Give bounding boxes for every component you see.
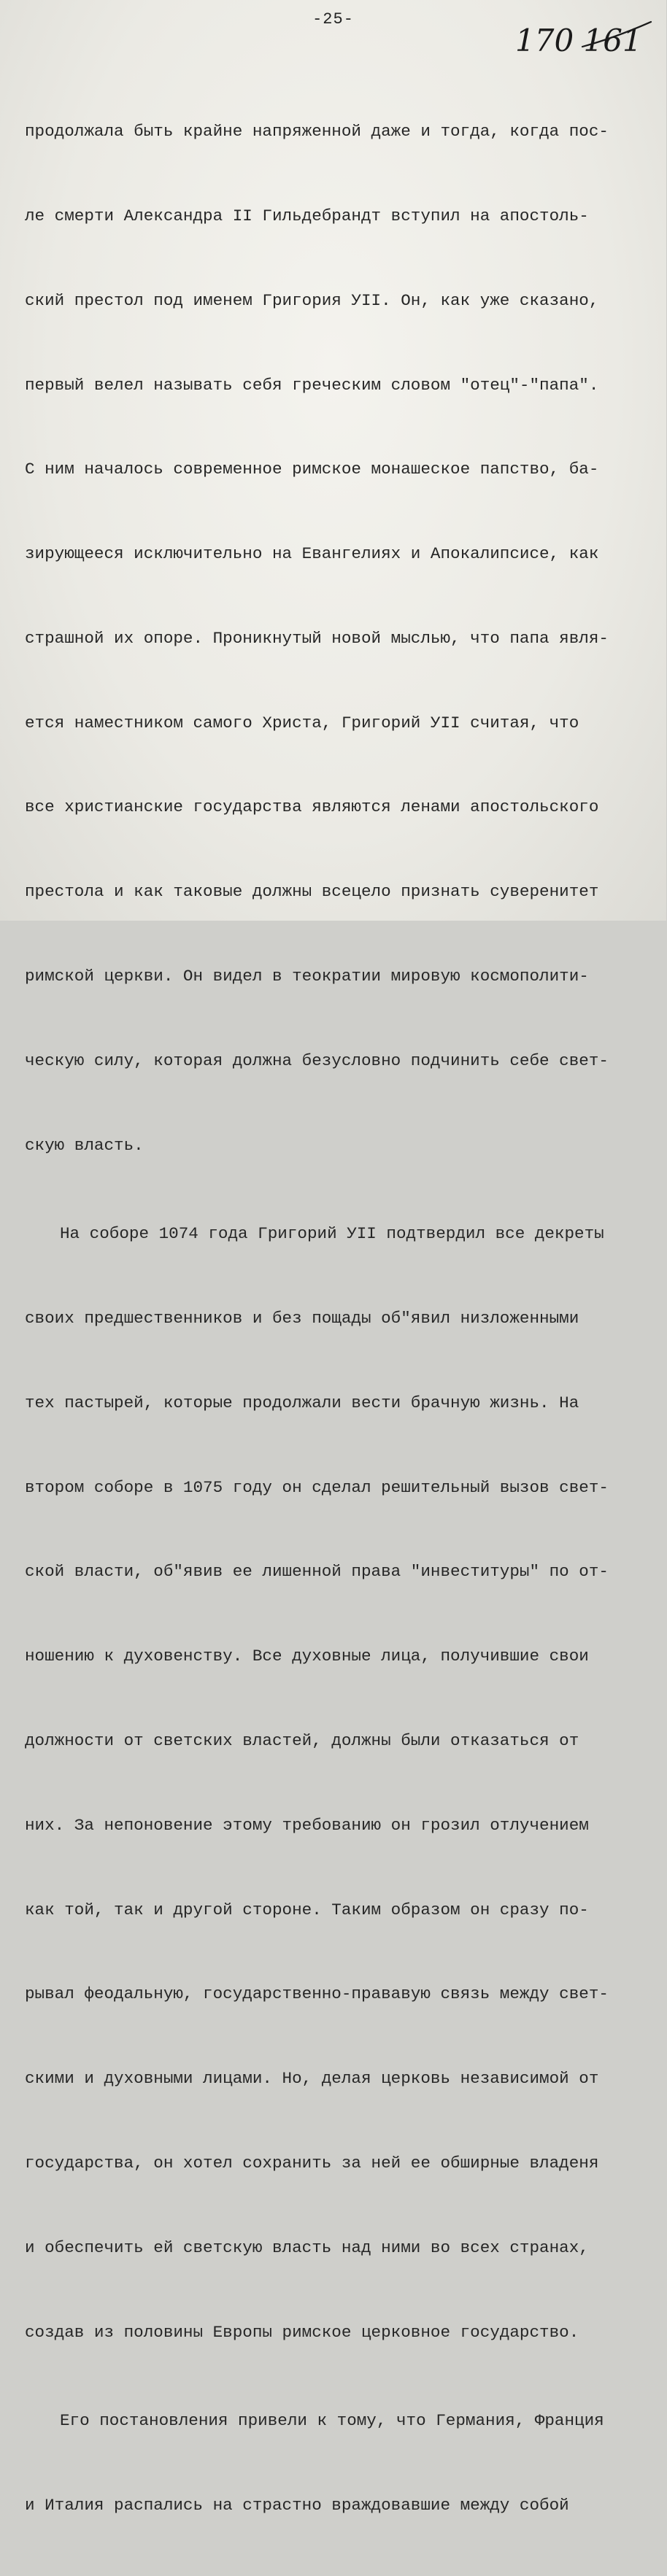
body-text <box>25 61 667 2576</box>
text-line: тех пастырей, которые продолжали вести брачную жизнь. На <box>25 1393 579 1412</box>
text-line: ется наместником самого Христа, Григорий УII считая, что <box>25 713 579 732</box>
text-line: римской церкви. Он видел в теократии мировую космополити- <box>25 967 589 986</box>
text-line: ский престол под именем Григория УII. Он, как уже сказано, <box>25 290 599 310</box>
text-line: ле смерти Александра II Гильдебрандт вступил на апостоль- <box>25 206 589 225</box>
text-line: скую власть. <box>25 1135 144 1155</box>
text-line: втором соборе в 1075 году он сделал решительный вызов свет- <box>25 1477 609 1497</box>
text-line: страшной их опоре. Проникнутый новой мыслью, что папа явля- <box>25 628 609 648</box>
text-line: и обеспечить ей светскую власть над ними во всех странах, <box>25 2237 589 2257</box>
text-line: создав из половины Европы римское церковное государство. <box>25 2322 579 2342</box>
text-line: престола и как таковые должны всецело признать суверенитет <box>25 882 599 902</box>
text-line: первый велел называть себя греческим словом "отец"-"папа". <box>25 375 599 395</box>
page-number: -25- <box>312 10 354 28</box>
text-line: скими и духовными лицами. Но, делая церковь независимой от <box>25 2069 599 2089</box>
text-line: рывал феодальную, государственно-прававую связь между свет- <box>25 1984 609 2004</box>
text-line: все христианские государства являются ленами апостольского <box>25 797 599 817</box>
text-line: своих предшественников и без пощады об"явил низложенными <box>25 1309 579 1328</box>
text-line: С ним началось современное римское монашеское папство, ба- <box>25 460 599 479</box>
text-line: зирующееся исключительно на Евангелиях и Апокалипсисе, как <box>25 544 599 564</box>
text-line: как той, так и другой стороне. Таким образом он сразу по- <box>25 1900 589 1919</box>
text-line: должности от светских властей, должны были отказаться от <box>25 1731 579 1751</box>
text-line: ческую силу, которая должна безусловно подчинить себе свет- <box>25 1051 609 1070</box>
paragraph-start-line: Его постановления привели к тому, что Германия, Франция <box>60 2411 604 2431</box>
text-line: ской власти, об"явив ее лишенной права "инвеституры" по от- <box>25 1562 609 1582</box>
text-line: них. За непоновение этому требованию он грозил отлучением <box>25 1815 589 1835</box>
paragraph-start-line: На соборе 1074 года Григорий УII подтвердил все декреты <box>60 1224 604 1244</box>
archive-number-text: 170 161 <box>515 23 642 58</box>
text-line: и Италия распались на страстно враждовавшие между собой <box>25 2496 569 2515</box>
text-line: государства, он хотел сохранить за ней ее обширные владеня <box>25 2153 599 2173</box>
text-line: ношению к духовенству. Все духовные лица, получившие свои <box>25 1647 589 1666</box>
text-line: продолжала быть крайне напряженной даже и тогда, когда пос- <box>25 122 609 142</box>
